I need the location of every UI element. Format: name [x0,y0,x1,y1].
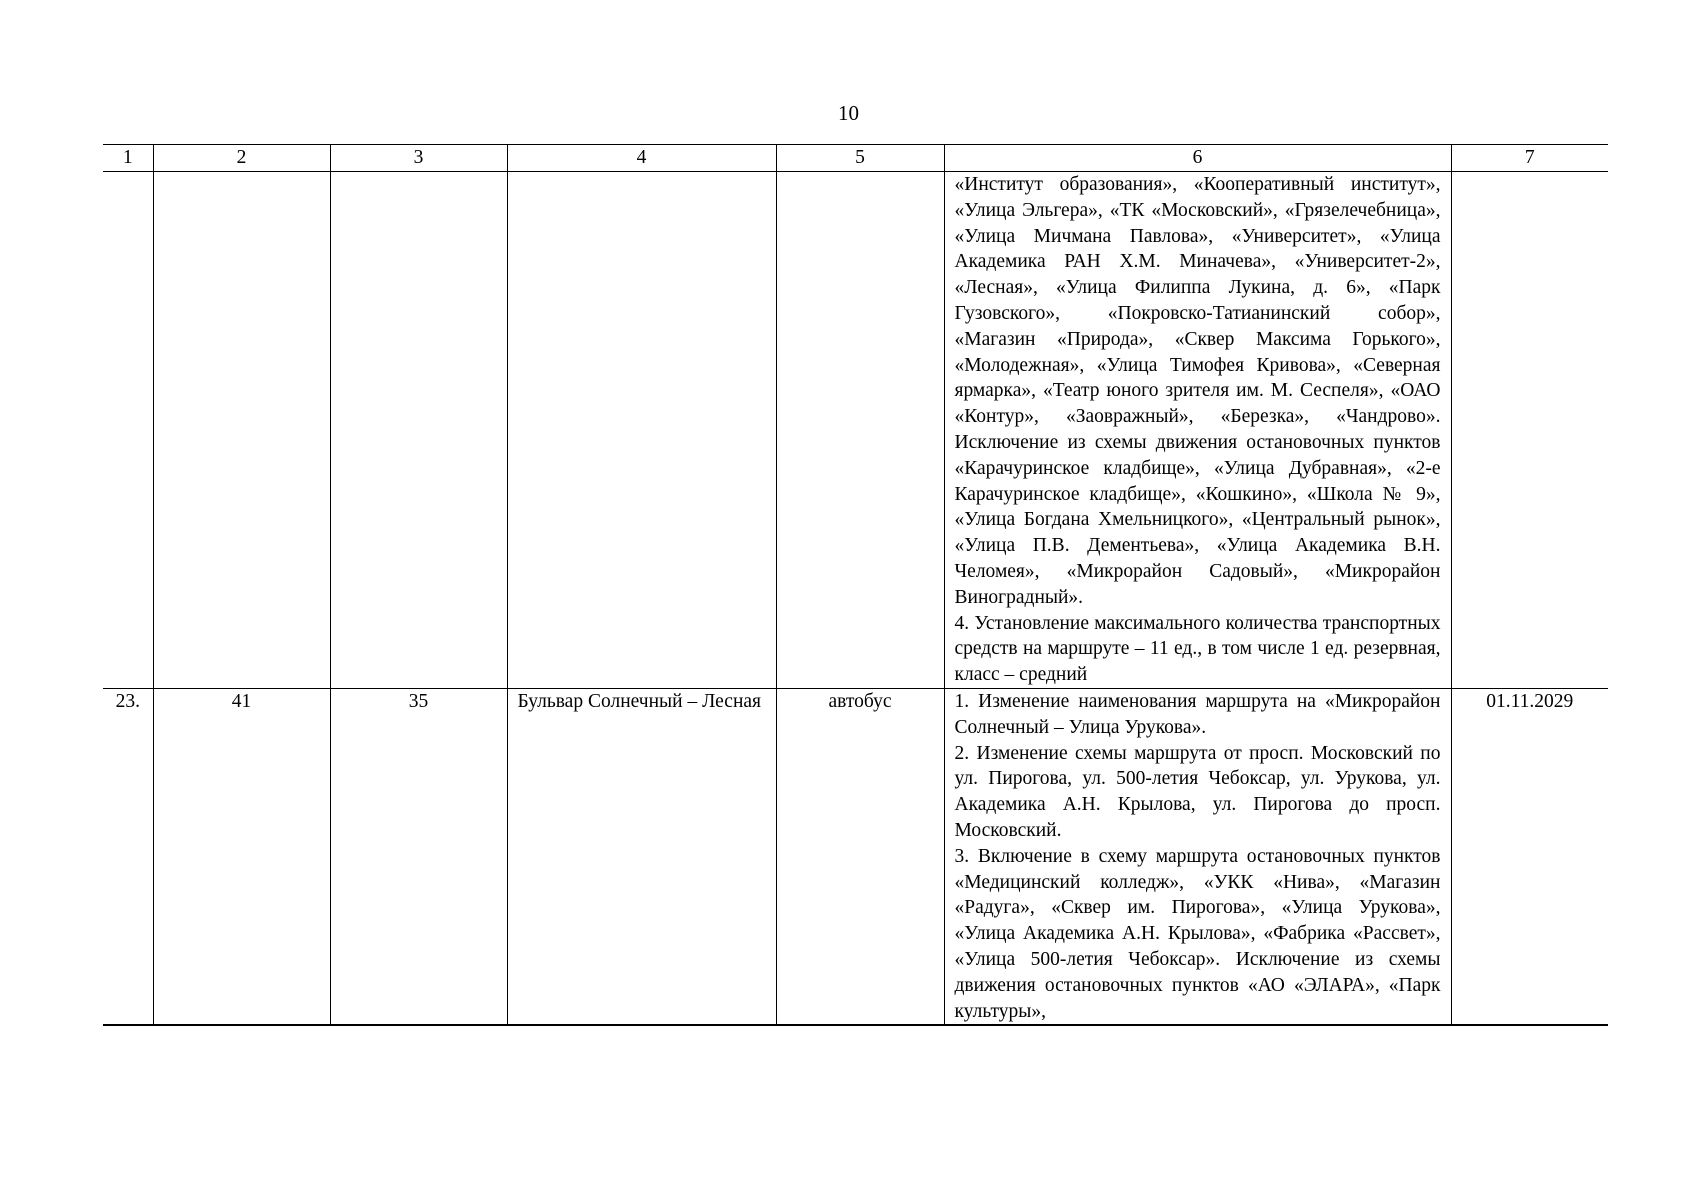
column-number: 3 [330,145,507,172]
change-paragraph: 1. Изменение наименования маршрута на «Микрорайон Солнечный – Улица Урукова». [954,690,1441,738]
change-paragraph: 2. Изменение схемы маршрута от просп. Московский по ул. Пирогова, ул. 500-летия Чебоксар, ул. Урукова, ул. Академика А.Н. Крылова, ул. Пирогова до просп. Московский. [954,742,1441,841]
change-paragraph: «Институт образования», «Кооперативный институт», «Улица Эльгера», «ТК «Московский», «Грязелечебница», «Улица Мичмана Павлова», «Университет», «Улица Академика РАН Х.М. Миначева», «Университет-2», «Лесная», «Улица Филиппа Лукина, д. 6», «Парк Гузовского», «Покровско-Татианинский собор», «Магазин «Природа», «Сквер Максима Горького», «Молодежная», «Улица Тимофея Кривова», «Северная ярмарка», «Театр юного зрителя им. М. Сеспеля», «ОАО «Контур», «Заовражный», «Березка», «Чандрово». Исключение из схемы движения остановочных пунктов «Карачуринское кладбище», «Улица Дубравная», «2-е Карачуринское кладбище», «Кошкино», «Школа № 9», «Улица Богдана Хмельницкого», «Центральный рынок», «Улица П.В. Дементьева», «Улица Академика В.Н. Челомея», «Микрорайон Садовый», «Микрорайон Виноградный». [954,174,1441,608]
transport-type [776,172,944,689]
column-number: 2 [153,145,330,172]
row-number: 23. [103,688,153,1025]
table-row [103,688,1608,1025]
effective-date: 01.11.2029 [1451,688,1608,1025]
route-name [507,172,776,689]
change-paragraph: 3. Включение в схему маршрута остановочных пунктов «Медицинский колледж», «УКК «Нива», «Магазин «Радуга», «Сквер им. Пирогова», «Улица Урукова», «Улица Академика А.Н. Крылова», «Фабрика «Рассвет», «Улица 500-летия Чебоксар». Исключение из схемы движения остановочных пунктов «АО «ЭЛАРА», «Парк культуры», [954,845,1441,1022]
route-name: Бульвар Солнечный – Лесная [507,688,776,1025]
column-number: 4 [507,145,776,172]
column-number: 6 [944,145,1451,172]
route-number-new: 35 [330,688,507,1025]
route-number-old: 41 [153,688,330,1025]
transport-type: автобус [776,688,944,1025]
column-numbers-row [103,145,1608,172]
route-number-old [153,172,330,689]
effective-date [1451,172,1608,689]
column-number: 7 [1451,145,1608,172]
column-number: 1 [103,145,153,172]
page-number: 10 [838,101,859,125]
row-number [103,172,153,689]
column-number: 5 [776,145,944,172]
route-number-new [330,172,507,689]
change-paragraph: 4. Установление максимального количества транспортных средств на маршруте – 11 ед., в том числе 1 ед. резервная, класс – средний [954,612,1441,686]
routes-table [103,144,1608,1026]
route-changes [944,688,1451,1025]
table-row [103,172,1608,689]
route-changes [944,172,1451,689]
